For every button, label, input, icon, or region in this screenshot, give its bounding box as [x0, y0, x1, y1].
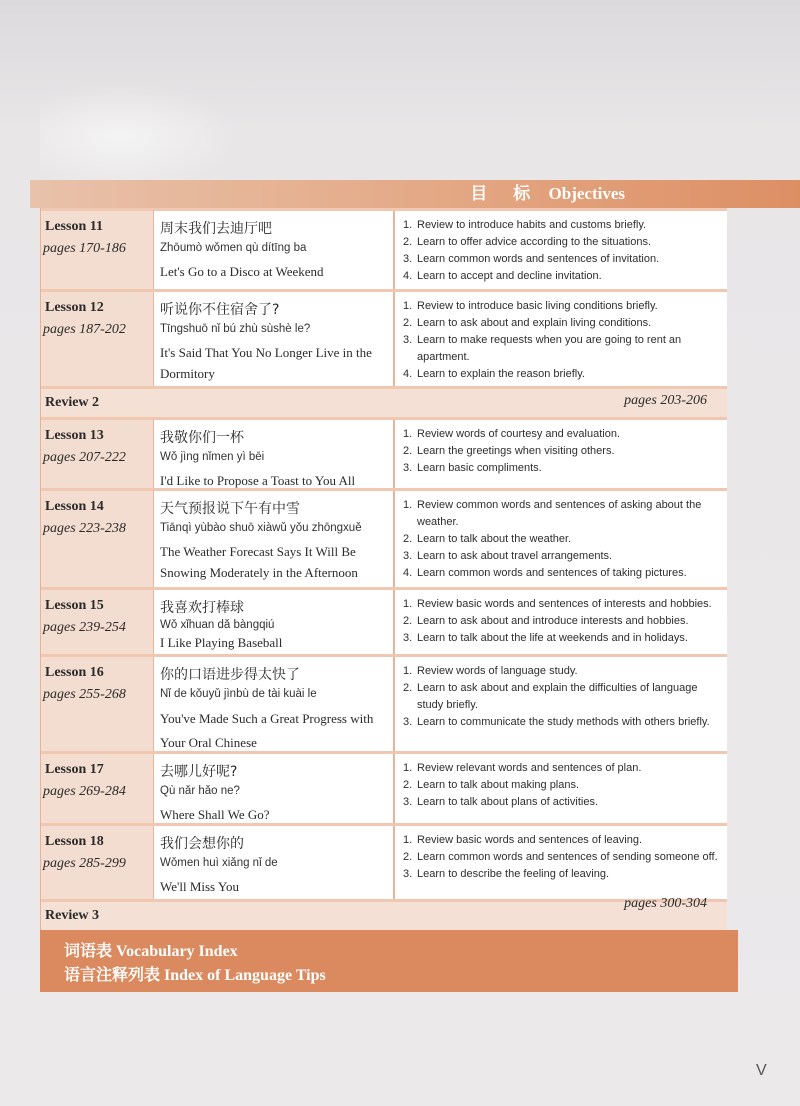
lesson-pages: pages 223-238: [43, 521, 126, 536]
objective-number: 3.: [403, 550, 413, 562]
objective-number: 2.: [403, 317, 413, 329]
objective-item: [403, 832, 721, 849]
lesson-title-cn: 听说你不住宿舍了?: [160, 302, 280, 318]
objective-item: [403, 366, 721, 383]
objective-text: Learn common words and sentences of invitation.: [417, 253, 660, 265]
objective-text: Learn to make requests when you are going to rent an apartment.: [417, 334, 682, 363]
lesson-label: Lesson 14: [45, 499, 104, 514]
objective-number: 2.: [403, 615, 413, 627]
lesson-row-15: [41, 587, 727, 654]
objective-text: Learn to talk about the weather.: [417, 533, 572, 545]
lesson-label: Lesson 18: [45, 834, 104, 849]
objective-text: Learn common words and sentences of taking pictures.: [417, 567, 687, 579]
review-label: Review 3: [45, 908, 100, 923]
objective-item: [403, 298, 721, 315]
lesson-title-en: You've Made Such a Great Progress with Your Oral Chinese: [160, 711, 374, 750]
lesson-title-cell: [154, 491, 395, 587]
objective-text: Learn to describe the feeling of leaving.: [417, 868, 610, 880]
lesson-title-cell: [154, 826, 395, 902]
decorative-highlight: [40, 82, 240, 182]
objective-item: [403, 443, 721, 460]
objectives-title: [470, 180, 625, 208]
lesson-label: Lesson 13: [45, 428, 104, 443]
objective-number: 3.: [403, 253, 413, 265]
objective-item: [403, 332, 721, 366]
objective-item: [403, 234, 721, 251]
objective-text: Learn to ask about and introduce interests and hobbies.: [417, 615, 689, 627]
objective-number: 3.: [403, 334, 413, 346]
lesson-number-cell: [41, 420, 154, 488]
lesson-number-cell: [41, 292, 154, 389]
lesson-title-cell: [154, 590, 395, 654]
objective-text: Learn common words and sentences of sending someone off.: [417, 851, 718, 863]
lesson-title-cell: [154, 420, 395, 488]
lesson-pinyin: Wǒ jìng nǐmen yì bēi: [160, 451, 265, 463]
lesson-row-13: [41, 417, 727, 488]
lesson-title-cn: 我敬你们一杯: [160, 430, 244, 446]
objective-text: Review basic words and sentences of interests and hobbies.: [417, 598, 712, 610]
review-row-3: [41, 896, 727, 930]
objective-number: 2.: [403, 682, 413, 694]
objective-item: [403, 760, 721, 777]
table-of-contents: [40, 208, 727, 930]
lesson-number-cell: [41, 657, 154, 751]
objective-item: [403, 866, 721, 883]
objective-number: 2.: [403, 851, 413, 863]
lesson-title-cell: [154, 211, 395, 289]
objective-number: 3.: [403, 462, 413, 474]
lesson-pinyin: Nǐ de kǒuyǔ jìnbù de tài kuài le: [160, 688, 317, 700]
vocabulary-index-en: Vocabulary Index: [116, 943, 238, 960]
objective-number: 2.: [403, 779, 413, 791]
objective-number: 1.: [403, 762, 413, 774]
objectives-title-en: Objectives: [548, 184, 625, 203]
lesson-title-en: I'd Like to Propose a Toast to You All: [160, 473, 356, 488]
lesson-pages: pages 255-268: [43, 687, 126, 702]
language-tips-cn: 语言注释列表: [64, 965, 161, 984]
objective-number: 1.: [403, 300, 413, 312]
lesson-number-cell: [41, 590, 154, 654]
language-tips-en: Index of Language Tips: [164, 967, 326, 984]
objective-number: 1.: [403, 428, 413, 440]
objective-number: 3.: [403, 796, 413, 808]
lesson-pinyin: Qù nǎr hǎo ne?: [160, 785, 240, 797]
lesson-title-cn: 天气预报说下午有中雪: [160, 501, 300, 517]
lesson-pages: pages 170-186: [43, 241, 126, 256]
lesson-pinyin: Wǒmen huì xiǎng nǐ de: [160, 857, 278, 869]
lesson-title-en: We'll Miss You: [160, 879, 239, 894]
objective-number: 1.: [403, 499, 413, 511]
objective-text: Review relevant words and sentences of plan.: [417, 762, 642, 774]
objective-item: [403, 680, 721, 714]
objective-item: [403, 849, 721, 866]
lesson-title-cell: [154, 292, 395, 389]
objective-text: Learn to accept and decline invitation.: [417, 270, 602, 282]
objective-number: 1.: [403, 219, 413, 231]
objective-number: 1.: [403, 834, 413, 846]
objectives-title-cn: 目 标: [470, 184, 541, 204]
lesson-label: Lesson 11: [45, 219, 103, 234]
lesson-pinyin: Wǒ xǐhuan dǎ bàngqiú: [160, 619, 275, 631]
lesson-title-cn: 周末我们去迪厅吧: [160, 221, 272, 237]
objective-text: Learn to talk about plans of activities.: [417, 796, 598, 808]
objective-number: 1.: [403, 598, 413, 610]
objectives-list: [403, 426, 721, 477]
lesson-number-cell: [41, 826, 154, 902]
language-tips-index-link[interactable]: [64, 962, 326, 985]
review-pages: pages 203-206: [624, 393, 707, 408]
lesson-title-en: The Weather Forecast Says It Will Be Snowing Moderately in the Afternoon: [160, 544, 358, 580]
lesson-row-17: [41, 751, 727, 823]
objective-item: [403, 596, 721, 613]
objectives-header: [30, 180, 800, 208]
objectives-list: [403, 832, 721, 883]
objective-item: [403, 794, 721, 811]
lesson-title-en: Let's Go to a Disco at Weekend: [160, 264, 324, 279]
objectives-list: [403, 760, 721, 811]
lesson-pinyin: Tīngshuō nǐ bú zhù sùshè le?: [160, 323, 311, 335]
lesson-row-14: [41, 488, 727, 587]
objective-item: [403, 613, 721, 630]
lesson-number-cell: [41, 491, 154, 587]
lesson-pinyin: Zhōumò wǒmen qù dítīng ba: [160, 242, 307, 254]
objectives-list: [403, 217, 721, 285]
lesson-title-en: It's Said That You No Longer Live in the Dormitory: [160, 345, 372, 381]
lesson-row-11: [41, 208, 727, 289]
objective-item: [403, 714, 721, 731]
objective-text: Review words of courtesy and evaluation.: [417, 428, 620, 440]
lesson-pages: pages 187-202: [43, 322, 126, 337]
objective-item: [403, 426, 721, 443]
objective-text: Review basic words and sentences of leaving.: [417, 834, 643, 846]
lesson-pages: pages 207-222: [43, 450, 126, 465]
lesson-label: Lesson 16: [45, 665, 104, 680]
lesson-number-cell: [41, 211, 154, 289]
index-band: [40, 930, 738, 992]
objective-item: [403, 497, 721, 531]
objective-text: Learn to ask about travel arrangements.: [417, 550, 613, 562]
lesson-title-cn: 我们会想你的: [160, 836, 244, 852]
objective-item: [403, 548, 721, 565]
objective-text: Review to introduce basic living conditions briefly.: [417, 300, 658, 312]
lesson-title-cell: [154, 754, 395, 823]
objectives-list: [403, 596, 721, 647]
lesson-row-12: [41, 289, 727, 389]
objective-item: [403, 315, 721, 332]
lesson-label: Lesson 17: [45, 762, 104, 777]
objective-item: [403, 777, 721, 794]
lesson-title-cn: 你的口语进步得太快了: [160, 667, 300, 683]
objective-number: 2.: [403, 445, 413, 457]
objective-text: Review common words and sentences of asking about the weather.: [417, 499, 702, 528]
objectives-list: [403, 663, 721, 731]
page-number: V: [756, 1062, 767, 1079]
objective-item: [403, 217, 721, 234]
objective-item: [403, 663, 721, 680]
objective-number: 2.: [403, 236, 413, 248]
lesson-number-cell: [41, 754, 154, 823]
objective-text: Review words of language study.: [417, 665, 578, 677]
lesson-pages: pages 285-299: [43, 856, 126, 871]
objective-item: [403, 251, 721, 268]
lesson-pages: pages 239-254: [43, 620, 126, 635]
objective-text: Learn to talk about making plans.: [417, 779, 580, 791]
objective-text: Learn to offer advice according to the situations.: [417, 236, 651, 248]
objective-number: 4.: [403, 567, 413, 579]
objective-text: Learn to explain the reason briefly.: [417, 368, 585, 380]
objective-text: Learn to ask about and explain the difficulties of language study briefly.: [417, 682, 698, 711]
review-label: Review 2: [45, 395, 100, 410]
lesson-label: Lesson 15: [45, 598, 104, 613]
objective-text: Review to introduce habits and customs briefly.: [417, 219, 647, 231]
lesson-pinyin: Tiānqì yùbào shuō xiàwǔ yǒu zhōngxuě: [160, 522, 362, 534]
objective-number: 4.: [403, 270, 413, 282]
vocabulary-index-cn: 词语表: [64, 941, 113, 960]
objective-item: [403, 460, 721, 477]
objective-item: [403, 565, 721, 582]
lesson-label: Lesson 12: [45, 300, 104, 315]
lesson-row-18: [41, 823, 727, 902]
objective-text: Learn basic compliments.: [417, 462, 542, 474]
objective-number: 3.: [403, 632, 413, 644]
objective-text: Learn to ask about and explain living conditions.: [417, 317, 652, 329]
lesson-title-cn: 我喜欢打棒球: [160, 600, 244, 616]
lesson-title-en: Where Shall We Go?: [160, 807, 270, 822]
lesson-pages: pages 269-284: [43, 784, 126, 799]
objective-item: [403, 630, 721, 647]
lesson-row-16: [41, 654, 727, 751]
objective-number: 4.: [403, 368, 413, 380]
lesson-title-cell: [154, 657, 395, 751]
objective-number: 2.: [403, 533, 413, 545]
vocabulary-index-link[interactable]: [64, 938, 238, 961]
objectives-list: [403, 298, 721, 383]
objective-text: Learn to communicate the study methods with others briefly.: [417, 716, 710, 728]
objective-number: 1.: [403, 665, 413, 677]
review-row-2: [41, 386, 727, 417]
objective-number: 3.: [403, 716, 413, 728]
lesson-title-en: I Like Playing Baseball: [160, 635, 283, 650]
objectives-list: [403, 497, 721, 582]
objective-number: 3.: [403, 868, 413, 880]
lesson-title-cn: 去哪儿好呢?: [160, 764, 238, 780]
objective-item: [403, 268, 721, 285]
objective-text: Learn the greetings when visiting others.: [417, 445, 615, 457]
objective-text: Learn to talk about the life at weekends and in holidays.: [417, 632, 688, 644]
objective-item: [403, 531, 721, 548]
review-pages: pages 300-304: [624, 896, 707, 911]
